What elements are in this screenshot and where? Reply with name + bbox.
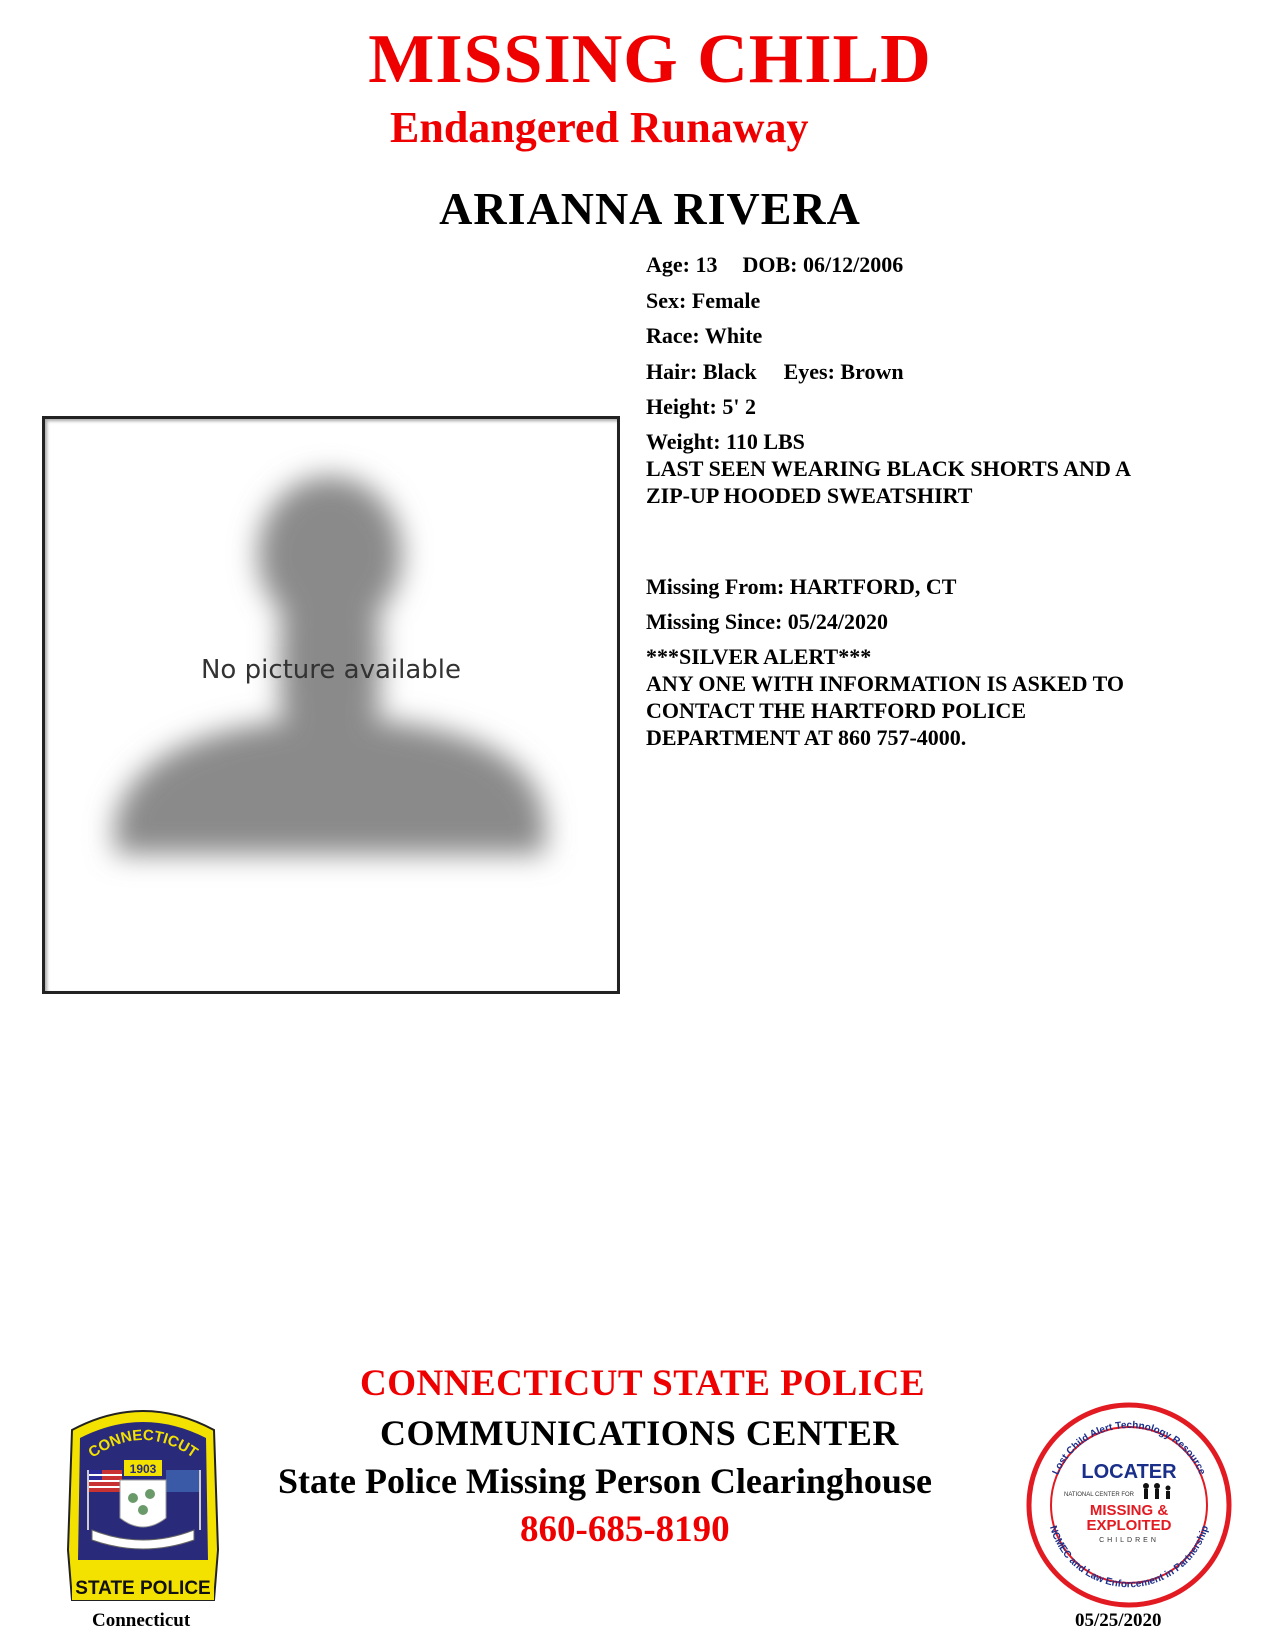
hair-eyes-row [646, 357, 1246, 393]
seal-ring-text-bottom: NCMEC and Law Enforcement in Partnership [1046, 1524, 1212, 1591]
clothing-line-1: LAST SEEN WEARING BLACK SHORTS AND A [646, 455, 1131, 481]
badge-top-text: CONNECTICUT [85, 1426, 201, 1462]
alert-type: ***SILVER ALERT*** [646, 643, 872, 669]
badge-bottom-text: STATE POLICE [75, 1578, 211, 1599]
contact-phone: 860-685-8190 [520, 1509, 730, 1550]
poster-title: MISSING CHILD [368, 21, 932, 98]
dob-value: 06/12/2006 [802, 252, 904, 277]
eyes-value: Eyes: Brown [783, 358, 904, 384]
seal-brand: LOCATER [1081, 1461, 1177, 1483]
state-police-badge-icon [58, 1400, 228, 1610]
seal-org-line3: CHILDREN [1099, 1537, 1159, 1544]
state-caption: Connecticut [92, 1610, 191, 1631]
seal-org-line1: MISSING & [1089, 1502, 1169, 1519]
missing-person-name: ARIANNA RIVERA [439, 183, 861, 234]
locater-seal-icon [1024, 1400, 1234, 1610]
info-line-2: CONTACT THE HARTFORD POLICE [646, 697, 1027, 723]
seal-org-small: NATIONAL CENTER FOR [1063, 1492, 1135, 1498]
sex-row: Sex: Female [646, 287, 761, 313]
info-line-3: DEPARTMENT AT 860 757-4000. [646, 724, 967, 750]
badge-year: 1903 [129, 1462, 157, 1476]
missing-since-row: Missing Since: 05/24/2020 [646, 609, 889, 634]
age-label: Age: [646, 252, 690, 277]
height-row: Height: 5' 2 [646, 394, 756, 419]
info-line-1: ANY ONE WITH INFORMATION IS ASKED TO [646, 670, 1124, 696]
age-value: 13 [695, 252, 718, 277]
race-row: Race: White [646, 323, 763, 348]
silhouette-icon [45, 419, 617, 991]
missing-from-row: Missing From: HARTFORD, CT [646, 573, 957, 599]
agency-name: CONNECTICUT STATE POLICE [360, 1363, 926, 1404]
photo-placeholder [42, 416, 620, 994]
dob-label: DOB: [742, 252, 798, 277]
clothing-line-2: ZIP-UP HOODED SWEATSHIRT [646, 482, 973, 508]
seal-ring-text: Lost Child Alert Technology Resource [1050, 1420, 1208, 1477]
no-picture-text: No picture available [200, 655, 462, 685]
seal-org-line2: EXPLOITED [1086, 1517, 1172, 1534]
age-dob-row [646, 250, 1246, 286]
center-name: COMMUNICATIONS CENTER [380, 1413, 899, 1453]
weight-row: Weight: 110 LBS [646, 428, 805, 454]
hair-value: Hair: Black [646, 358, 757, 384]
poster-date: 05/25/2020 [1075, 1610, 1162, 1631]
clearinghouse-name: State Police Missing Person Clearinghouse [278, 1461, 932, 1501]
details-panel [646, 250, 1246, 751]
poster-subtitle: Endangered Runaway [390, 103, 809, 152]
